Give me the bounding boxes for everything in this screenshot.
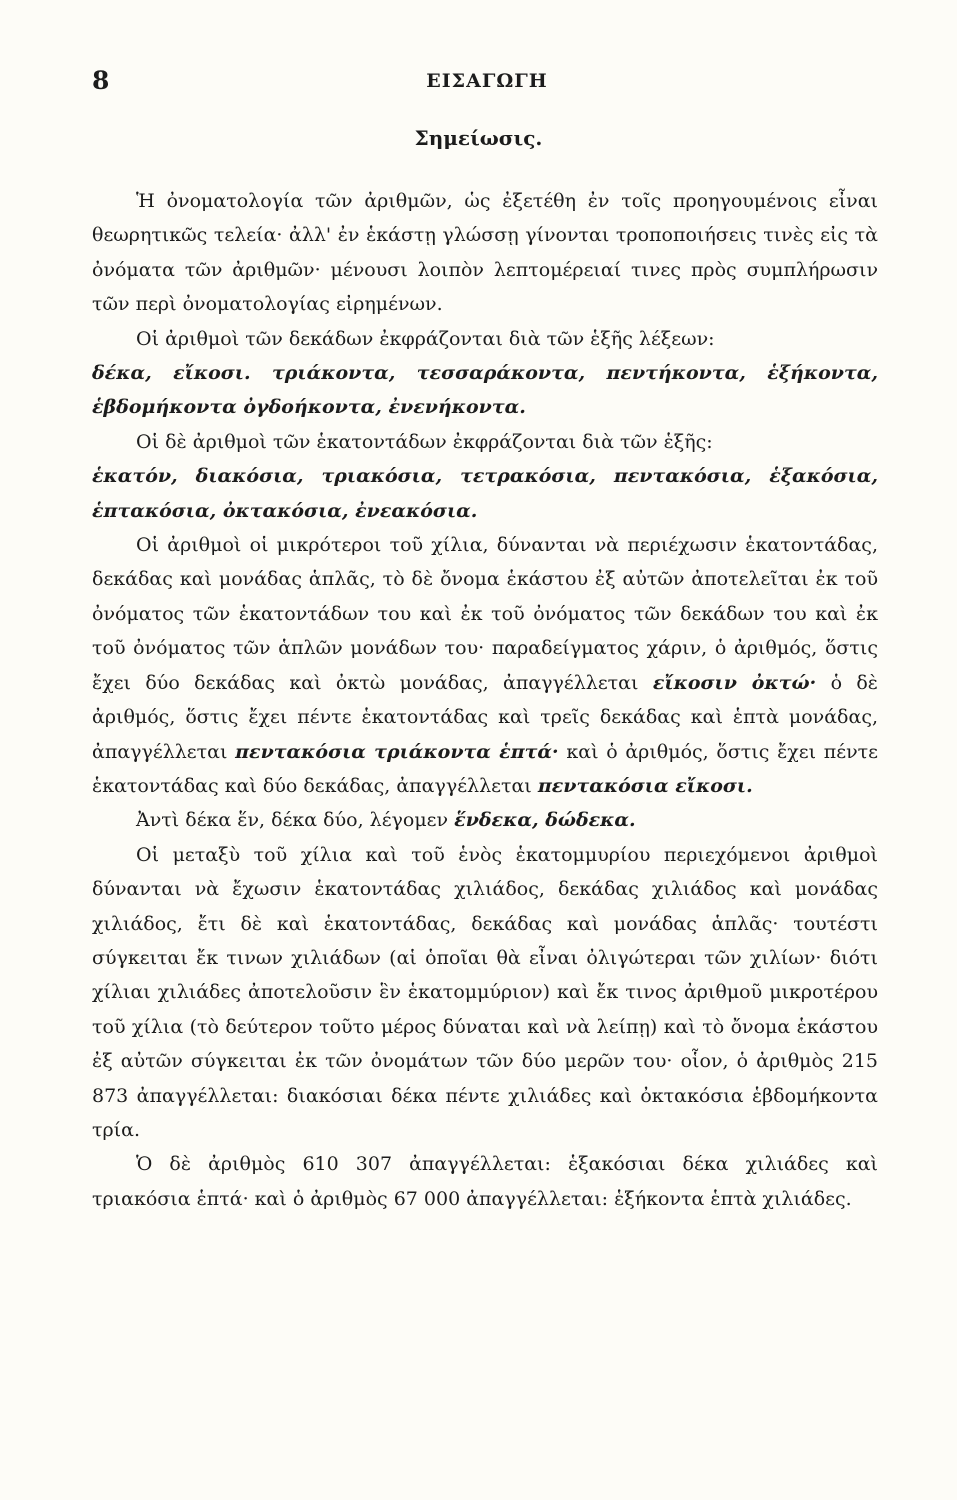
page-number: 8 (92, 66, 110, 95)
paragraph-examples: Ὁ δὲ ἀριθμὸς 610 307 ἀπαγγέλλεται: ἑξακόσιαι δέκα χιλιάδες καὶ τριακόσια ἑπτά· καὶ ὁ ἀριθμὸς 67 000 ἀπαγγέλλεται: ἑξήκοντα ἑπτὰ χιλιάδες. (92, 1153, 878, 1210)
paragraph-small-numbers (92, 528, 878, 803)
p5-text: Ἀντὶ δέκα ἕν, δέκα δύο, λέγομεν (136, 809, 449, 832)
paragraph-decades-intro: Οἱ ἀριθμοὶ τῶν δεκάδων ἐκφράζονται διὰ τῶν ἑξῆς λέξεων: (136, 327, 715, 350)
p5-example: ἕνδεκα, δώδεκα. (454, 809, 636, 832)
hundreds-list: ἑκατόν, διακόσια, τριακόσια, τετρακόσια, πεντακόσια, ἑξακόσια, ἑπτακόσια, ὀκτακόσια, ἐνεακόσια. (92, 465, 878, 522)
p4-text-c: καὶ ὁ ἀριθμός, ὅστις ἔχει πέντε ἑκατοντάδας καὶ δύο δεκάδας, ἀπαγγέλλεται (92, 740, 879, 797)
p4-text-b: ὁ δὲ ἀριθμός, ὅστις ἔχει πέντε ἑκατοντάδας καὶ τρεῖς δεκάδας καὶ ἑπτὰ μονάδας, ἀπαγγέλλεται (92, 671, 878, 763)
p4-text-a: Οἱ ἀριθμοὶ οἱ μικρότεροι τοῦ χίλια, δύνανται νὰ περιέχωσιν ἑκατοντάδας, δεκάδας καὶ μονάδας ἁπλᾶς, τὸ δὲ ὄνομα ἑκάστου ἐξ αὐτῶν ἀποτελεῖται ἐκ τοῦ ὀνόματος τῶν ἑκατοντάδων του καὶ ἐκ τοῦ ὀνόματος τῶν δεκάδων του καὶ ἐκ τοῦ ὀνόματος τῶν ἁπλῶν μονάδων του· παραδείγματος χάριν, ὁ ἀριθμός, ὅστις ἔχει δύο δεκάδας καὶ ὀκτὼ μονάδας, ἀπαγγέλλεται (92, 534, 878, 694)
paragraph-intro: Ἡ ὀνοματολογία τῶν ἀριθμῶν, ὡς ἐξετέθη ἐν τοῖς προηγουμένοις εἶναι θεωρητικῶς τελεία· ἀλλ' ἐν ἑκάστῃ γλώσσῃ γίνονται τροποποιήσεις τινὲς εἰς τὰ ὀνόματα τῶν ἀριθμῶν· μένουσι λοιπὸν λεπτομέρειαί τινες πρὸς συμπλήρωσιν τῶν περὶ ὀνοματολογίας εἰρημένων. (92, 190, 878, 316)
p4-example-1: εἴκοσιν ὀκτώ· (652, 671, 817, 694)
paragraph-eleven-twelve (92, 803, 878, 837)
paragraph-thousands: Οἱ μεταξὺ τοῦ χίλια καὶ τοῦ ἑνὸς ἑκατομμυρίου περιεχόμενοι ἀριθμοὶ δύνανται νὰ ἔχωσιν ἑκατοντάδας χιλιάδος, δεκάδας χιλιάδος καὶ μονάδας χιλιάδος, ἔτι δὲ καὶ ἑκατοντάδας, δεκάδας καὶ μονάδας ἁπλᾶς· τουτέστι σύγκειται ἔκ τινων χιλιάδων (αἱ ὁποῖαι θὰ εἶναι ὀλιγώτεραι τῶν χιλίων· διότι χίλιαι χιλιάδες ἀποτελοῦσιν ἓν ἑκατομμύριον) καὶ ἔκ τινος ἀριθμοῦ μικροτέρου τοῦ χίλια (τὸ δεύτερον τοῦτο μέρος δύναται καὶ νὰ λείπῃ) καὶ τὸ ὄνομα ἑκάστου ἐξ αὐτῶν σύγκειται ἐκ τῶν ὀνομάτων τῶν δύο μερῶν του· οἷον, ὁ ἀριθμὸς 215 873 ἀπαγγέλλεται: διακόσιαι δέκα πέντε χιλιάδες καὶ ὀκτακόσια ἑβδομήκοντα τρία. (92, 843, 878, 1141)
p4-example-3: πεντακόσια εἴκοσι. (537, 774, 753, 797)
body-text (92, 184, 878, 1216)
paragraph-hundreds-intro: Οἱ δὲ ἀριθμοὶ τῶν ἑκατοντάδων ἐκφράζονται διὰ τῶν ἑξῆς: (136, 430, 713, 453)
section-title: Σημείωσις. (414, 126, 543, 150)
running-head (92, 66, 882, 96)
header-title: ΕΙΣΑΓΩΓΗ (426, 70, 548, 92)
decades-list: δέκα, εἴκοσι. τριάκοντα, τεσσαράκοντα, πεντήκοντα, ἑξήκοντα, ἑβδομήκοντα ὀγδοήκοντα, ἐνενήκοντα. (92, 362, 878, 419)
p4-example-2: πεντακόσια τριάκοντα ἑπτά· (235, 740, 559, 763)
